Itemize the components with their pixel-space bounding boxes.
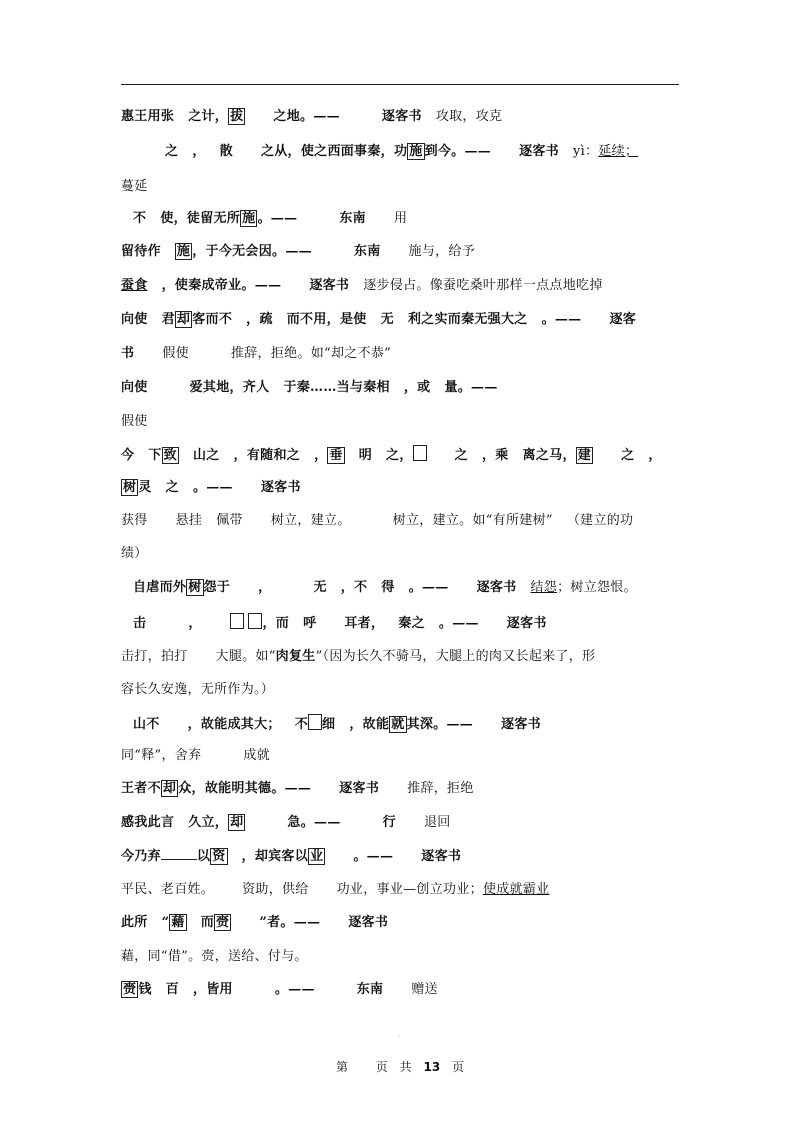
text-fragment: 众 (178, 781, 192, 796)
definition: 延续； (598, 144, 639, 159)
text-fragment: 。—— (438, 616, 479, 631)
text-fragment: ，而 (262, 616, 290, 631)
text-line (121, 512, 633, 530)
text-line (165, 143, 638, 161)
boxed-char: 赍 (216, 915, 230, 930)
text-fragment: 自虐而外 (133, 580, 187, 595)
boxed-char: 拔 (230, 109, 244, 124)
text-fragment: ， (188, 616, 202, 631)
boxed-char: 施 (176, 244, 191, 259)
text-fragment: 怨于 (203, 580, 231, 595)
text-fragment: 使，徒留无所 (160, 211, 241, 226)
text-fragment: ，故能成其大； (187, 717, 281, 732)
text-fragment: ，却宾客以 (241, 849, 309, 864)
boxed-char: 藉 (171, 915, 185, 930)
empty-box (308, 714, 322, 730)
definition: 容长久安逸，无所作为。） (121, 682, 275, 697)
text-fragment: 惠王用张 (121, 109, 175, 124)
text-line (121, 445, 662, 465)
text-fragment: 击 (133, 616, 147, 631)
definition: 同“释”，舍弃 (121, 748, 202, 763)
boxed-char: 业 (310, 849, 324, 864)
text-fragment: ，故能明其德。—— (191, 781, 312, 796)
text-fragment: 于秦……当与秦相 (283, 380, 390, 395)
text-line (121, 479, 301, 497)
text-fragment: ，疏 (246, 312, 273, 327)
text-fragment: 利之实而秦无强大之 (407, 312, 528, 327)
source-title: 逐客书 (421, 849, 462, 864)
source-title: 东南 (353, 244, 381, 259)
definition: 假使 (162, 346, 189, 361)
definition: 赠送 (411, 982, 438, 997)
boxed-char: 施 (242, 211, 256, 226)
text-fragment: 山不 (133, 717, 160, 732)
definition: 树立，建立。如“有所建树” (392, 513, 553, 528)
text-fragment: ，于今无会因。—— (192, 244, 312, 259)
pinyin: yì： (572, 144, 599, 159)
text-line (121, 747, 270, 765)
text-fragment: ，有随和之 (233, 448, 301, 463)
text-fragment: 感我此言 (121, 815, 175, 830)
text-fragment: ， (192, 144, 206, 159)
definition: 获得 (121, 513, 148, 528)
definition: 蔓延 (121, 179, 148, 194)
definition: 藉，同“借”。赍，送给、付与。 (121, 949, 308, 964)
text-line (133, 210, 407, 228)
text-fragment: 王者不 (121, 781, 161, 796)
text-line (121, 981, 438, 999)
text-line (121, 413, 148, 431)
definition: 成就 (243, 748, 271, 763)
text-fragment: ，使秦成帝业。—— (161, 278, 282, 293)
text-fragment: ， (314, 448, 328, 463)
footer-text: 页 (375, 1060, 388, 1074)
source-title: 逐客书 (381, 109, 422, 124)
definition: （建立的功 (566, 513, 634, 528)
definition: 假使 (121, 414, 148, 429)
source-title: 逐客书 (348, 915, 389, 930)
boxed-char: 却 (162, 781, 177, 796)
text-fragment: 细 (322, 717, 336, 732)
source-title: 行 (382, 815, 396, 830)
text-fragment: 今乃弃 (121, 849, 161, 864)
definition: 佩带 (216, 513, 243, 528)
definition: ；树立怨恨。 (557, 580, 637, 595)
text-fragment: 钱 (138, 982, 152, 997)
empty-box (413, 445, 427, 461)
footer-text: 共 (399, 1060, 412, 1074)
text-fragment: ， (258, 580, 272, 595)
source-title: 逐客书 (519, 144, 559, 159)
definition: 退回 (423, 815, 451, 830)
text-fragment: 之从，使之西面事秦，功 (260, 144, 408, 159)
text-fragment: 之 (165, 144, 179, 159)
text-fragment: 之计， (188, 109, 229, 124)
header-rule (121, 84, 679, 85)
source-title: 东南 (356, 982, 384, 997)
text-fragment: ，不 (340, 580, 368, 595)
text-fragment: 此所 (121, 915, 148, 930)
text-fragment: 向使 (121, 312, 148, 327)
blank-line (161, 847, 197, 860)
definition: 攻取，攻克 (435, 109, 503, 124)
source-title: 逐客书 (476, 580, 517, 595)
boxed-char: 树 (123, 480, 137, 495)
text-fragment: 呼 (303, 616, 317, 631)
definition: 使成就霸业 (482, 882, 550, 897)
page-mark: · (398, 1033, 400, 1040)
text-fragment: 留待作 (121, 244, 161, 259)
text-fragment: 之 (621, 448, 635, 463)
text-line (133, 613, 547, 633)
text-fragment: 百 (165, 982, 179, 997)
text-line (121, 108, 502, 126)
text-fragment: “ (161, 915, 170, 930)
text-fragment: 其深。—— (406, 717, 474, 732)
text-line (121, 847, 461, 866)
footer-text: 第 (335, 1060, 348, 1074)
text-fragment: 散 (219, 144, 233, 159)
text-fragment: 无 (313, 580, 327, 595)
text-fragment: 不 (133, 211, 147, 226)
text-fragment: ， (648, 448, 662, 463)
text-line (121, 178, 148, 196)
boxed-char: 垂 (329, 448, 343, 463)
definition: 逐步侵占。像蚕吃桑叶那样一点点地吃掉 (363, 278, 603, 293)
text-line (121, 914, 388, 932)
text-line (121, 243, 475, 261)
definition: 击打，拍打 (121, 649, 188, 664)
text-line (121, 345, 391, 363)
page-footer (0, 1058, 800, 1075)
definition: 结怨 (530, 580, 558, 595)
definition: ”（因为长久不骑马，大腿上的肉又长起来了，形 (315, 649, 596, 664)
text-fragment: 下 (148, 448, 162, 463)
text-fragment: 。—— (541, 312, 582, 327)
text-fragment: 蚕食 (121, 278, 148, 293)
definition: 悬挂 (175, 513, 203, 528)
text-fragment: 得 (381, 580, 395, 595)
text-fragment: ， (399, 448, 413, 463)
text-line (133, 579, 637, 597)
source-title: 书 (121, 346, 135, 361)
definition: 资助，供给 (242, 882, 309, 897)
boxed-char: 施 (409, 144, 423, 159)
text-line (121, 948, 308, 966)
text-fragment: 。—— (192, 480, 233, 495)
definition: 大腿。如“ (215, 649, 276, 664)
text-fragment: ”者。—— (259, 915, 321, 930)
boxed-char: 资 (212, 849, 226, 864)
text-fragment: 。—— (257, 211, 298, 226)
text-fragment: 离之马， (522, 448, 576, 463)
text-fragment: 之 (454, 448, 468, 463)
text-line (121, 648, 595, 666)
definition: 推辞，拒绝 (407, 781, 474, 796)
empty-box (230, 613, 244, 629)
text-fragment: 。—— (274, 982, 315, 997)
text-line (121, 311, 636, 329)
text-line (121, 814, 451, 832)
source-title: 逐客书 (309, 278, 350, 293)
definition: 肉复生 (275, 649, 316, 664)
definition: 平民、老百姓。 (121, 882, 215, 897)
text-fragment: ，或 (403, 380, 431, 395)
text-fragment: 之 (165, 480, 179, 495)
definition: 功业，事业—创立功业； (336, 882, 483, 897)
definition: 用 (393, 211, 408, 226)
source-title: 逐客书 (260, 480, 301, 495)
text-fragment: 明 (358, 448, 372, 463)
text-fragment: 山之 (192, 448, 220, 463)
text-line (121, 545, 148, 563)
text-line (121, 681, 274, 699)
text-fragment: 久立， (188, 815, 229, 830)
text-fragment: 急。—— (287, 815, 341, 830)
text-fragment: 量。—— (444, 380, 498, 395)
text-line (121, 277, 603, 295)
text-fragment: ，皆用 (192, 982, 233, 997)
text-fragment: 以 (196, 849, 211, 864)
text-fragment: ，故能 (349, 717, 390, 732)
boxed-char: 建 (577, 448, 592, 463)
text-fragment: 耳者， (344, 616, 385, 631)
text-line (133, 714, 541, 734)
text-fragment: 无 (380, 312, 394, 327)
text-fragment: 灵 (138, 480, 152, 495)
text-fragment: 之地。—— (273, 109, 340, 124)
source-title: 逐客书 (506, 616, 547, 631)
text-fragment: 秦之 (398, 616, 425, 631)
definition: 施与，给予 (408, 244, 476, 259)
text-line (121, 780, 474, 798)
text-fragment: 爱其地，齐人 (189, 380, 270, 395)
text-fragment: 而 (200, 915, 215, 930)
source-title: 逐客书 (339, 781, 380, 796)
source-title: 逐客书 (501, 717, 541, 732)
source-title: 东南 (339, 211, 366, 226)
text-fragment: 今 (121, 448, 135, 463)
boxed-char: 赍 (123, 982, 137, 997)
text-fragment: 而不用，是使 (286, 312, 367, 327)
text-fragment: 君 (161, 312, 175, 327)
boxed-char: 就 (391, 717, 405, 732)
boxed-char: 树 (188, 580, 202, 595)
text-fragment: 。—— (353, 849, 394, 864)
text-fragment: ，乘 (481, 448, 509, 463)
source-title: 逐客 (609, 312, 637, 327)
definition: 推辞，拒绝。如“却之不恭” (230, 346, 392, 361)
boxed-char: 致 (163, 448, 177, 463)
definition: 绩） (121, 546, 148, 561)
text-fragment: 向使 (121, 380, 148, 395)
text-fragment: 到今。—— (424, 144, 492, 159)
text-line (121, 881, 549, 899)
text-fragment: 不 (294, 717, 309, 732)
text-line (121, 379, 498, 397)
text-fragment: 之 (386, 448, 400, 463)
boxed-char: 却 (230, 815, 244, 830)
text-fragment: 客而不 (192, 312, 233, 327)
empty-box (248, 613, 262, 629)
text-fragment: 。—— (408, 580, 449, 595)
boxed-char: 却 (176, 312, 191, 327)
total-pages: 13 (423, 1060, 441, 1074)
definition: 树立，建立。 (270, 513, 351, 528)
footer-text: 页 (452, 1060, 465, 1074)
